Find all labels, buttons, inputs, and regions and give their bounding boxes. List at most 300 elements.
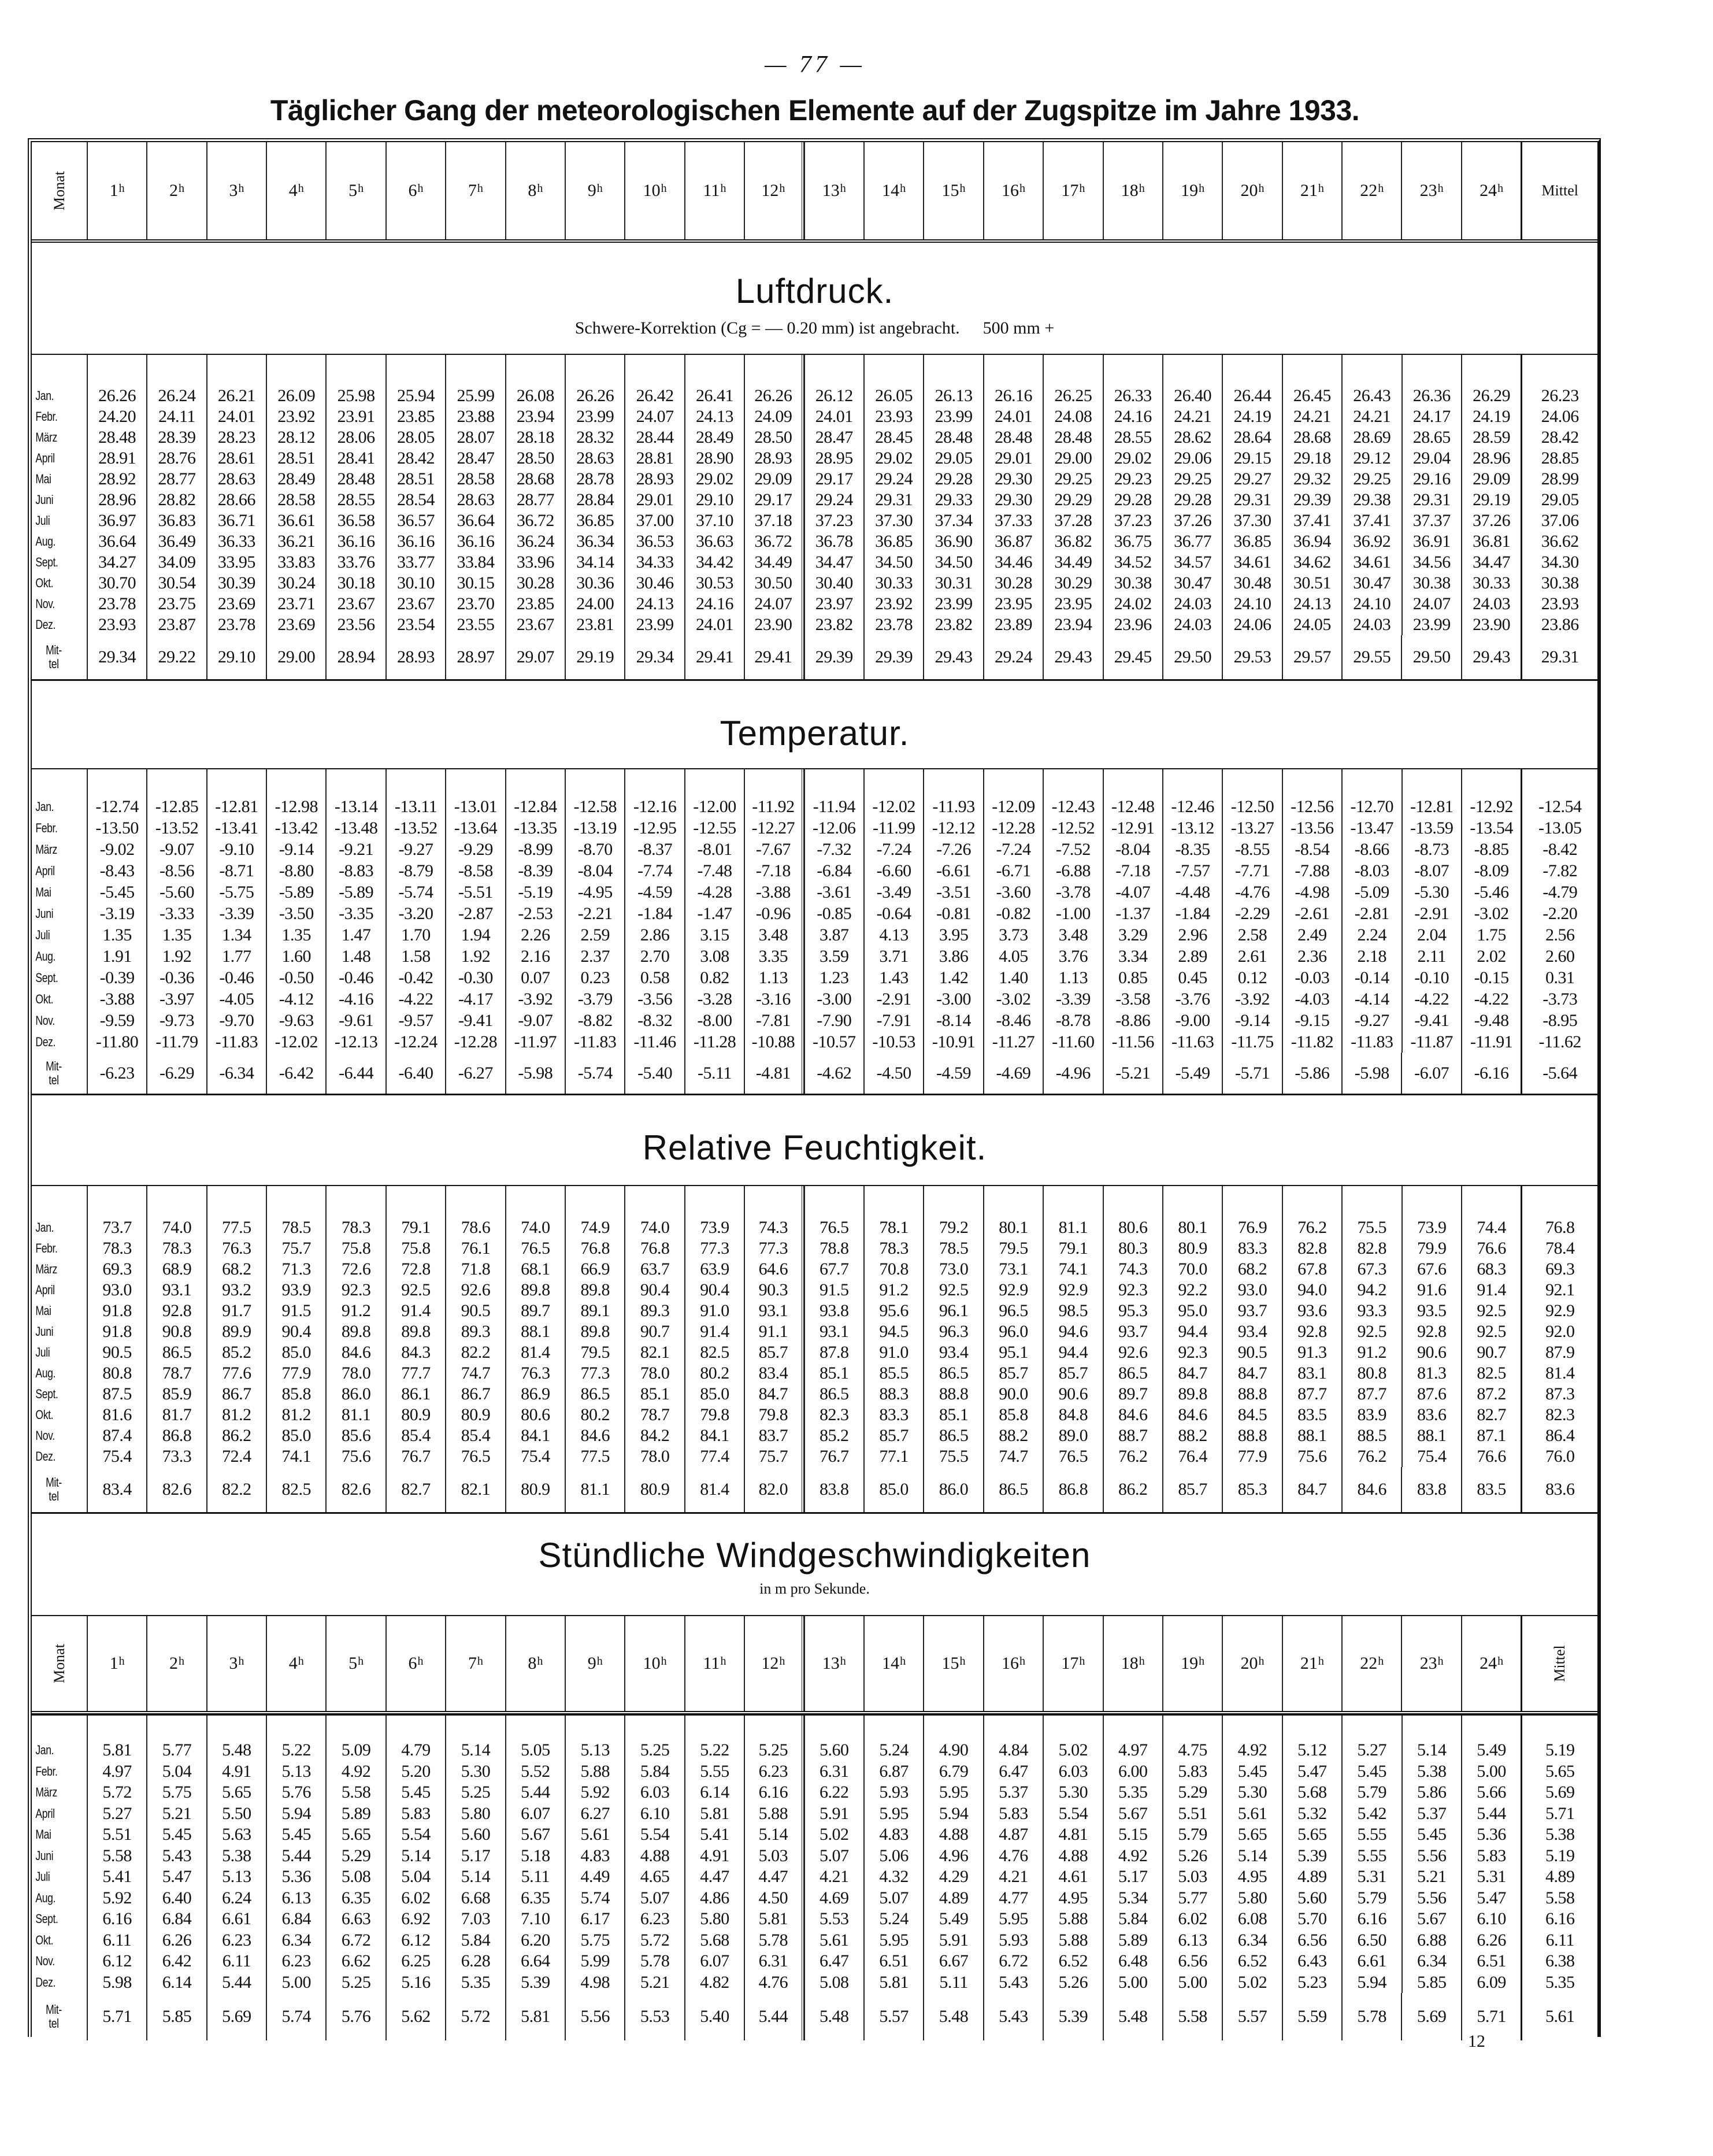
value-cell: -3.51 xyxy=(923,881,982,903)
month-label: Okt. xyxy=(35,576,54,590)
value-cell: 90.5 xyxy=(1222,1342,1281,1363)
value-cell: 29.10 xyxy=(684,490,744,510)
hourly-mean-cell: 29.39 xyxy=(863,635,923,679)
value-cell: 6.48 xyxy=(1103,1951,1162,1972)
hourly-mean-cell: 29.43 xyxy=(1043,635,1102,679)
value-cell: 63.7 xyxy=(624,1259,684,1280)
table-row xyxy=(32,839,1597,860)
hourly-mean-cell: -6.27 xyxy=(445,1053,505,1094)
value-cell: 76.9 xyxy=(1222,1217,1281,1238)
value-cell: -3.33 xyxy=(146,903,206,924)
month-label: Sept. xyxy=(35,555,58,569)
value-cell: -8.55 xyxy=(1222,839,1281,860)
spacer-cell xyxy=(1461,1186,1521,1217)
hourly-mean-cell: 5.57 xyxy=(1222,1993,1281,2040)
value-cell: 0.82 xyxy=(684,967,744,988)
value-cell: 5.25 xyxy=(445,1782,505,1803)
value-cell: 34.14 xyxy=(565,552,624,573)
value-cell: 28.92 xyxy=(87,469,146,490)
value-cell: 23.70 xyxy=(445,594,505,614)
hourly-mean-cell: 28.94 xyxy=(325,635,385,679)
monthly-mean-cell: 26.23 xyxy=(1521,386,1597,406)
hourly-mean-cell: 5.62 xyxy=(385,1993,445,2040)
value-cell: 77.7 xyxy=(385,1363,445,1384)
hour-label: 12 xyxy=(761,181,779,200)
value-cell: 30.70 xyxy=(87,573,146,594)
value-cell: -1.84 xyxy=(624,903,684,924)
hour-suffix: h xyxy=(1258,181,1265,195)
value-cell: 93.9 xyxy=(266,1280,325,1301)
value-cell: 76.2 xyxy=(1282,1217,1341,1238)
value-cell: -3.92 xyxy=(505,988,565,1010)
value-cell: 3.48 xyxy=(744,924,803,946)
value-cell: 5.26 xyxy=(1162,1846,1222,1867)
value-cell: 3.48 xyxy=(1043,924,1102,946)
value-cell: 92.8 xyxy=(1282,1321,1341,1342)
value-cell: 82.5 xyxy=(684,1342,744,1363)
value-cell: -9.61 xyxy=(325,1010,385,1031)
value-cell: 92.2 xyxy=(1162,1280,1222,1301)
value-cell: -8.54 xyxy=(1282,839,1341,860)
value-cell: 86.0 xyxy=(325,1384,385,1405)
value-cell: -3.00 xyxy=(804,988,863,1010)
value-cell: 23.94 xyxy=(1043,614,1102,635)
value-cell: 71.8 xyxy=(445,1259,505,1280)
value-cell: -9.02 xyxy=(87,839,146,860)
hour-label: 16 xyxy=(1001,181,1019,200)
hourly-mean-cell: 86.5 xyxy=(983,1467,1043,1512)
hourly-mean-cell: -5.86 xyxy=(1282,1053,1341,1094)
hour-suffix: h xyxy=(178,181,184,195)
value-cell: 2.49 xyxy=(1282,924,1341,946)
value-cell: 28.07 xyxy=(445,427,505,448)
value-cell: -8.32 xyxy=(624,1010,684,1031)
value-cell: 93.1 xyxy=(744,1301,803,1321)
spacer-cell xyxy=(32,1186,76,1217)
value-cell: 5.31 xyxy=(1341,1866,1401,1888)
value-cell: 5.80 xyxy=(684,1909,744,1930)
value-cell: -3.28 xyxy=(684,988,744,1010)
value-cell: 6.11 xyxy=(206,1951,266,1972)
hourly-mean-cell: 29.43 xyxy=(923,635,982,679)
value-cell: -8.07 xyxy=(1401,860,1461,881)
value-cell: -3.49 xyxy=(863,881,923,903)
value-cell: -5.74 xyxy=(385,881,445,903)
value-cell: 36.64 xyxy=(445,510,505,531)
value-cell: 37.33 xyxy=(983,510,1043,531)
month-label: Sept. xyxy=(35,1911,58,1927)
value-cell: 6.84 xyxy=(266,1909,325,1930)
hourly-mean-cell: 29.22 xyxy=(146,635,206,679)
spacer-cell xyxy=(624,769,684,796)
value-cell: -12.12 xyxy=(923,817,982,839)
value-cell: -13.27 xyxy=(1222,817,1281,839)
value-cell: 2.36 xyxy=(1282,946,1341,967)
value-cell: 37.00 xyxy=(624,510,684,531)
value-cell: 6.40 xyxy=(146,1888,206,1909)
value-cell: 2.37 xyxy=(565,946,624,967)
value-cell: 5.05 xyxy=(505,1740,565,1761)
value-cell: 5.55 xyxy=(1341,1846,1401,1867)
value-cell: 95.1 xyxy=(983,1342,1043,1363)
spacer-cell xyxy=(1103,769,1162,796)
hour-suffix: h xyxy=(1139,1654,1145,1668)
spacer-cell xyxy=(744,769,803,796)
spacer-cell xyxy=(325,769,385,796)
spacer-cell xyxy=(87,769,146,796)
value-cell: -8.83 xyxy=(325,860,385,881)
hour-label: 10 xyxy=(643,1654,661,1673)
spacer-row xyxy=(32,1716,1597,1740)
value-cell: -12.28 xyxy=(445,1031,505,1053)
value-cell: 5.81 xyxy=(863,1972,923,1994)
value-cell: 76.2 xyxy=(1103,1446,1162,1467)
value-cell: 0.58 xyxy=(624,967,684,988)
month-label: Nov. xyxy=(35,597,55,611)
monthly-mean-cell: -8.95 xyxy=(1521,1010,1597,1031)
value-cell: 4.49 xyxy=(565,1866,624,1888)
value-cell: -11.94 xyxy=(804,796,863,817)
hour-suffix: h xyxy=(298,181,304,195)
hour-header-cell xyxy=(206,1616,266,1711)
value-cell: 4.91 xyxy=(684,1846,744,1867)
value-cell: -12.81 xyxy=(206,796,266,817)
spacer-cell xyxy=(565,1186,624,1217)
hour-suffix: h xyxy=(1258,1654,1265,1668)
value-cell: 6.16 xyxy=(744,1782,803,1803)
value-cell: 5.14 xyxy=(445,1866,505,1888)
column-header-row xyxy=(32,142,1597,243)
value-cell: 5.48 xyxy=(206,1740,266,1761)
table-row xyxy=(32,406,1597,427)
hourly-mean-cell: 85.0 xyxy=(863,1467,923,1512)
hourly-mean-cell: 84.7 xyxy=(1282,1467,1341,1512)
value-cell: 81.2 xyxy=(266,1405,325,1425)
value-cell: 93.4 xyxy=(1222,1321,1281,1342)
mean-header-label: Mittel xyxy=(1541,182,1578,199)
hour-suffix: h xyxy=(1318,181,1324,195)
value-cell: 5.36 xyxy=(1461,1824,1521,1846)
value-cell: 77.4 xyxy=(684,1446,744,1467)
spacer-cell xyxy=(684,1716,744,1740)
value-cell: 24.17 xyxy=(1401,406,1461,427)
value-cell: 36.91 xyxy=(1401,531,1461,552)
value-cell: -12.85 xyxy=(146,796,206,817)
value-cell: 74.7 xyxy=(445,1363,505,1384)
value-cell: 29.25 xyxy=(1162,469,1222,490)
value-cell: 36.90 xyxy=(923,531,982,552)
value-cell: 91.5 xyxy=(804,1280,863,1301)
value-cell: 36.71 xyxy=(206,510,266,531)
value-cell: 7.10 xyxy=(505,1909,565,1930)
value-cell: -1.84 xyxy=(1162,903,1222,924)
value-cell: -13.12 xyxy=(1162,817,1222,839)
value-cell: 6.31 xyxy=(804,1761,863,1783)
value-cell: -13.35 xyxy=(505,817,565,839)
value-cell: -0.82 xyxy=(983,903,1043,924)
value-cell: 76.6 xyxy=(1461,1446,1521,1467)
value-cell: 28.32 xyxy=(565,427,624,448)
value-cell: 1.75 xyxy=(1461,924,1521,946)
value-cell: -9.73 xyxy=(146,1010,206,1031)
spacer-cell xyxy=(445,1186,505,1217)
value-cell: 5.91 xyxy=(804,1803,863,1825)
value-cell: 88.1 xyxy=(505,1321,565,1342)
value-cell: 26.42 xyxy=(624,386,684,406)
hour-label: 3 xyxy=(229,181,238,200)
value-cell: 1.92 xyxy=(146,946,206,967)
hourly-mean-cell: 80.9 xyxy=(505,1467,565,1512)
feuchtigkeit-table xyxy=(32,1185,1597,1514)
value-cell: 28.90 xyxy=(684,448,744,469)
value-cell: 88.2 xyxy=(983,1425,1043,1446)
value-cell: 30.29 xyxy=(1043,573,1102,594)
value-cell: 5.68 xyxy=(684,1930,744,1951)
value-cell: -8.80 xyxy=(266,860,325,881)
value-cell: 34.27 xyxy=(87,552,146,573)
value-cell: 28.63 xyxy=(206,469,266,490)
monthly-mean-cell: 5.19 xyxy=(1521,1846,1597,1867)
hourly-mean-cell: -6.42 xyxy=(266,1053,325,1094)
value-cell: 82.1 xyxy=(624,1342,684,1363)
value-cell: 81.3 xyxy=(1401,1363,1461,1384)
hour-header-cell xyxy=(87,1616,146,1711)
value-cell: 4.21 xyxy=(804,1866,863,1888)
value-cell: -0.46 xyxy=(206,967,266,988)
value-cell: 26.21 xyxy=(206,386,266,406)
value-cell: 23.96 xyxy=(1103,614,1162,635)
hour-header-cell xyxy=(1103,142,1162,239)
value-cell: 34.50 xyxy=(923,552,982,573)
table-row xyxy=(32,1866,1597,1888)
value-cell: 24.16 xyxy=(1103,406,1162,427)
hour-label: 11 xyxy=(703,1654,720,1673)
value-cell: -13.56 xyxy=(1282,817,1341,839)
value-cell: 34.57 xyxy=(1162,552,1222,573)
spacer-cell xyxy=(565,769,624,796)
value-cell: 4.75 xyxy=(1162,1740,1222,1761)
value-cell: 29.25 xyxy=(1341,469,1401,490)
spacer-cell xyxy=(804,1186,863,1217)
value-cell: 5.00 xyxy=(1162,1972,1222,1994)
value-cell: 75.7 xyxy=(744,1446,803,1467)
value-cell: 30.24 xyxy=(266,573,325,594)
value-cell: 6.07 xyxy=(505,1803,565,1825)
value-cell: 66.9 xyxy=(565,1259,624,1280)
value-cell: 28.91 xyxy=(87,448,146,469)
value-cell: 37.10 xyxy=(684,510,744,531)
monthly-mean-cell: -8.42 xyxy=(1521,839,1597,860)
value-cell: 23.71 xyxy=(266,594,325,614)
value-cell: 6.84 xyxy=(146,1909,206,1930)
table-row xyxy=(32,386,1597,406)
spacer-cell xyxy=(1103,1716,1162,1740)
spacer-cell xyxy=(1162,355,1222,386)
hourly-mean-cell: 86.8 xyxy=(1043,1467,1102,1512)
monthly-mean-cell: 87.9 xyxy=(1521,1342,1597,1363)
spacer-cell xyxy=(1341,355,1401,386)
month-label: März xyxy=(35,1785,57,1800)
hour-suffix: h xyxy=(537,181,543,195)
value-cell: 5.52 xyxy=(505,1761,565,1783)
value-cell: 75.8 xyxy=(325,1238,385,1259)
value-cell: 37.37 xyxy=(1401,510,1461,531)
spacer-cell xyxy=(1043,1716,1102,1740)
value-cell: -3.39 xyxy=(1043,988,1102,1010)
hourly-mean-cell: 5.71 xyxy=(87,1993,146,2040)
value-cell: -7.52 xyxy=(1043,839,1102,860)
value-cell: 5.47 xyxy=(146,1866,206,1888)
value-cell: 5.81 xyxy=(684,1803,744,1825)
value-cell: -13.52 xyxy=(385,817,445,839)
value-cell: 34.47 xyxy=(1461,552,1521,573)
value-cell: -12.24 xyxy=(385,1031,445,1053)
value-cell: 4.86 xyxy=(684,1888,744,1909)
value-cell: 4.83 xyxy=(565,1846,624,1867)
value-cell: 5.07 xyxy=(624,1888,684,1909)
spacer-cell xyxy=(266,1186,325,1217)
value-cell: 23.85 xyxy=(505,594,565,614)
value-cell: 30.38 xyxy=(1401,573,1461,594)
spacer-cell xyxy=(445,355,505,386)
value-cell: 78.0 xyxy=(624,1363,684,1384)
value-cell: -11.82 xyxy=(1282,1031,1341,1053)
hourly-mean-cell: 28.97 xyxy=(445,635,505,679)
value-cell: 24.07 xyxy=(624,406,684,427)
value-cell: 5.35 xyxy=(445,1972,505,1994)
value-cell: 5.15 xyxy=(1103,1824,1162,1846)
value-cell: 87.1 xyxy=(1461,1425,1521,1446)
value-cell: 75.8 xyxy=(385,1238,445,1259)
value-cell: 79.9 xyxy=(1401,1238,1461,1259)
hour-header-cell xyxy=(385,142,445,239)
value-cell: 86.2 xyxy=(206,1425,266,1446)
value-cell: -12.56 xyxy=(1282,796,1341,817)
mean-row-label-line: tel xyxy=(49,2016,59,2031)
spacer-row xyxy=(32,355,1597,386)
value-cell: -2.61 xyxy=(1282,903,1341,924)
table-row xyxy=(32,1321,1597,1342)
value-cell: 28.39 xyxy=(146,427,206,448)
value-cell: 89.1 xyxy=(565,1301,624,1321)
value-cell: 36.63 xyxy=(684,531,744,552)
value-cell: 24.01 xyxy=(804,406,863,427)
value-cell: 5.93 xyxy=(863,1782,923,1803)
value-cell: -0.50 xyxy=(266,967,325,988)
value-cell: 29.39 xyxy=(1282,490,1341,510)
page-number: — 77 — xyxy=(765,51,865,78)
hour-label: 15 xyxy=(941,1654,959,1673)
value-cell: 36.24 xyxy=(505,531,565,552)
value-cell: 6.23 xyxy=(266,1951,325,1972)
value-cell: 78.3 xyxy=(863,1238,923,1259)
value-cell: 4.90 xyxy=(923,1740,982,1761)
value-cell: 5.66 xyxy=(1461,1782,1521,1803)
hourly-mean-cell: -5.98 xyxy=(505,1053,565,1094)
value-cell: 5.84 xyxy=(445,1930,505,1951)
value-cell: 5.30 xyxy=(1222,1782,1281,1803)
hour-suffix: h xyxy=(900,181,906,195)
spacer-cell xyxy=(87,355,146,386)
value-cell: 5.67 xyxy=(1401,1909,1461,1930)
spacer-cell xyxy=(1341,1716,1401,1740)
value-cell: 5.02 xyxy=(1043,1740,1102,1761)
hourly-mean-cell: 5.71 xyxy=(1461,1993,1521,2040)
value-cell: 77.3 xyxy=(684,1238,744,1259)
value-cell: 36.83 xyxy=(146,510,206,531)
value-cell: -12.46 xyxy=(1162,796,1222,817)
value-cell: 88.8 xyxy=(1222,1425,1281,1446)
value-cell: -1.37 xyxy=(1103,903,1162,924)
value-cell: 23.87 xyxy=(146,614,206,635)
value-cell: 80.6 xyxy=(505,1405,565,1425)
value-cell: 84.6 xyxy=(565,1425,624,1446)
value-cell: 74.4 xyxy=(1461,1217,1521,1238)
value-cell: -11.93 xyxy=(923,796,982,817)
value-cell: 88.3 xyxy=(863,1384,923,1405)
mean-row-label xyxy=(32,635,76,679)
value-cell: -12.74 xyxy=(87,796,146,817)
hour-label: 12 xyxy=(761,1654,779,1673)
hour-suffix: h xyxy=(417,1654,424,1668)
monthly-mean-cell: 86.4 xyxy=(1521,1425,1597,1446)
value-cell: 78.3 xyxy=(87,1238,146,1259)
value-cell: 85.4 xyxy=(445,1425,505,1446)
table-row xyxy=(32,1010,1597,1031)
value-cell: 80.9 xyxy=(1162,1238,1222,1259)
value-cell: 76.3 xyxy=(505,1363,565,1384)
value-cell: 0.85 xyxy=(1103,967,1162,988)
value-cell: 74.3 xyxy=(744,1217,803,1238)
value-cell: 5.77 xyxy=(146,1740,206,1761)
value-cell: 29.31 xyxy=(1401,490,1461,510)
hour-label: 20 xyxy=(1240,181,1258,200)
hour-header-cell xyxy=(1461,1616,1521,1711)
value-cell: 24.16 xyxy=(684,594,744,614)
value-cell: -12.02 xyxy=(863,796,923,817)
value-cell: 29.17 xyxy=(744,490,803,510)
value-cell: 6.03 xyxy=(1043,1761,1102,1783)
month-label: Mai xyxy=(35,884,51,899)
value-cell: 23.95 xyxy=(1043,594,1102,614)
value-cell: 2.86 xyxy=(624,924,684,946)
value-cell: 3.71 xyxy=(863,946,923,967)
value-cell: 87.2 xyxy=(1461,1384,1521,1405)
hour-header-cell xyxy=(1341,142,1401,239)
value-cell: 37.26 xyxy=(1162,510,1222,531)
value-cell: 34.46 xyxy=(983,552,1043,573)
value-cell: 96.5 xyxy=(983,1301,1043,1321)
value-cell: 28.96 xyxy=(1461,448,1521,469)
value-cell: -11.27 xyxy=(983,1031,1043,1053)
value-cell: 23.81 xyxy=(565,614,624,635)
monthly-mean-cell: 5.38 xyxy=(1521,1824,1597,1846)
value-cell: 85.7 xyxy=(1043,1363,1102,1384)
value-cell: 91.6 xyxy=(1401,1280,1461,1301)
value-cell: -11.83 xyxy=(565,1031,624,1053)
value-cell: -8.79 xyxy=(385,860,445,881)
hourly-mean-cell: 82.6 xyxy=(146,1467,206,1512)
value-cell: 90.7 xyxy=(624,1321,684,1342)
hourly-mean-cell: -5.71 xyxy=(1222,1053,1281,1094)
value-cell: 78.3 xyxy=(146,1238,206,1259)
hour-header-cell xyxy=(565,142,624,239)
hourly-mean-cell: 5.69 xyxy=(1401,1993,1460,2040)
value-cell: -8.35 xyxy=(1162,839,1222,860)
value-cell: 24.20 xyxy=(87,406,146,427)
value-cell: 5.02 xyxy=(1222,1972,1281,1994)
spacer-cell xyxy=(1461,769,1521,796)
